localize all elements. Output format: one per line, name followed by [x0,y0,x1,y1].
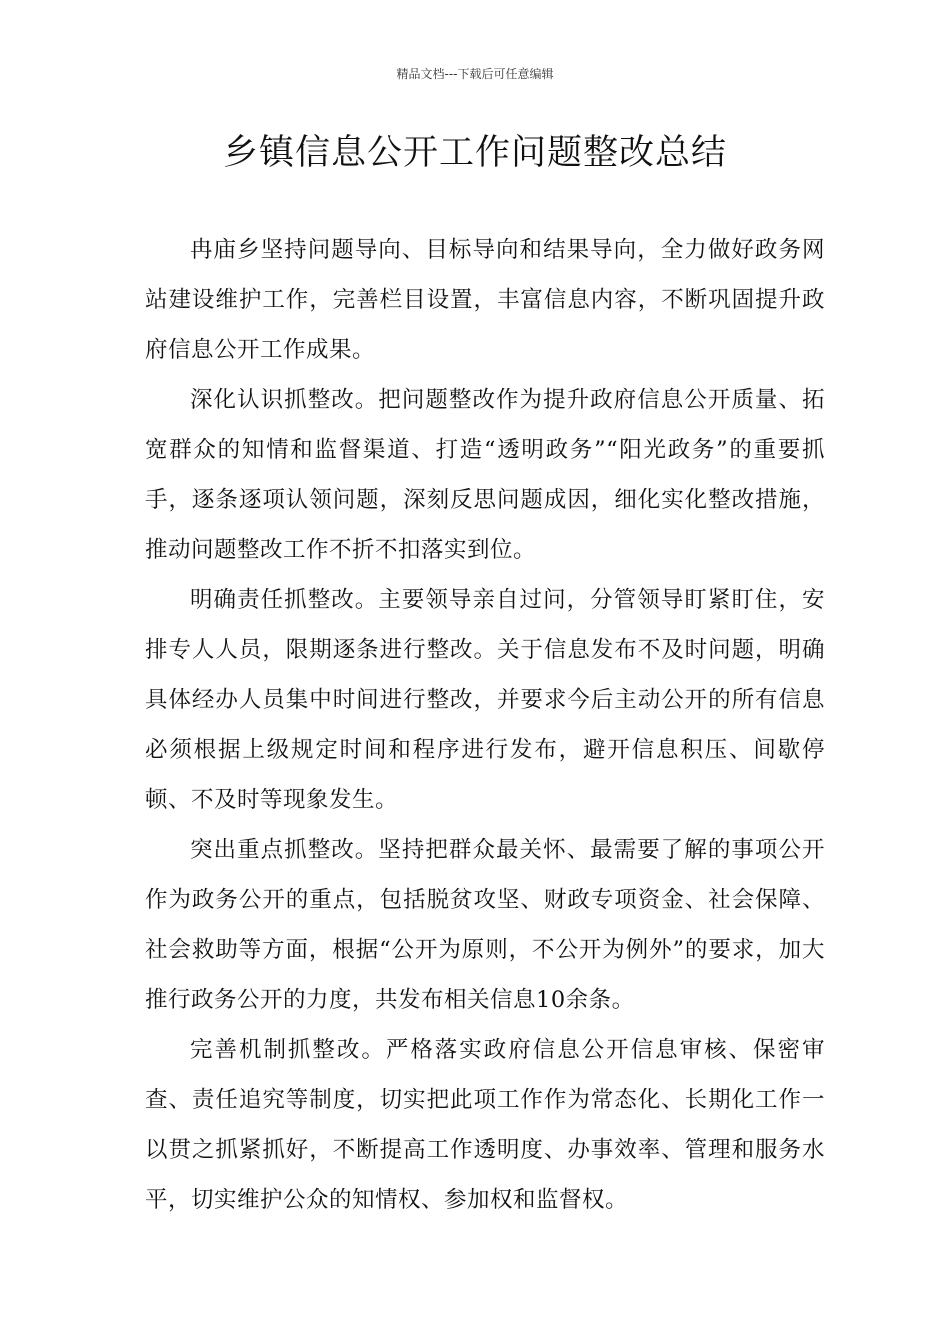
paragraph-improve-mechanism: 完善机制抓整改。严格落实政府信息公开信息审核、保密审查、责任追究等制度，切实把此项工作作为常态化、长期化工作一以贯之抓紧抓好，不断提高工作透明度、办事效率、管理和服务水平，切实维护公众的知情权、参加权和监督权。 [145,1037,825,1213]
paragraph-deepen-understanding: 深化认识抓整改。把问题整改作为提升政府信息公开质量、拓宽群众的知情和监督渠道、打造“透明政务”“阳光政务”的重要抓手，逐条逐项认领问题，深刻反思问题成因，细化实化整改措施，推动问题整改工作不折不扣落实到位。 [145,387,825,563]
paragraph-clarify-responsibility: 明确责任抓整改。主要领导亲自过问，分管领导盯紧盯住，安排专人人员，限期逐条进行整改。关于信息发布不及时问题，明确具体经办人员集中时间进行整改，并要求今后主动公开的所有信息必须根据上级规定时间和程序进行发布，避开信息积压、间歇停顿、不及时等现象发生。 [145,587,825,813]
document-title: 乡镇信息公开工作问题整改总结 [222,133,727,173]
header-note: 精品文档---下载后可任意编辑 [396,67,554,81]
paragraph-intro: 冉庙乡坚持问题导向、目标导向和结果导向，全力做好政务网站建设维护工作，完善栏目设置，丰富信息内容，不断巩固提升政府信息公开工作成果。 [145,237,825,363]
document-body [145,225,825,1225]
paragraph-highlight-priorities: 突出重点抓整改。坚持把群众最关怀、最需要了解的事项公开作为政务公开的重点，包括脱贫攻坚、财政专项资金、社会保障、社会救助等方面，根据“公开为原则，不公开为例外”的要求，加大推行政务公开的力度，共发布相关信息10余条。 [145,837,825,1013]
